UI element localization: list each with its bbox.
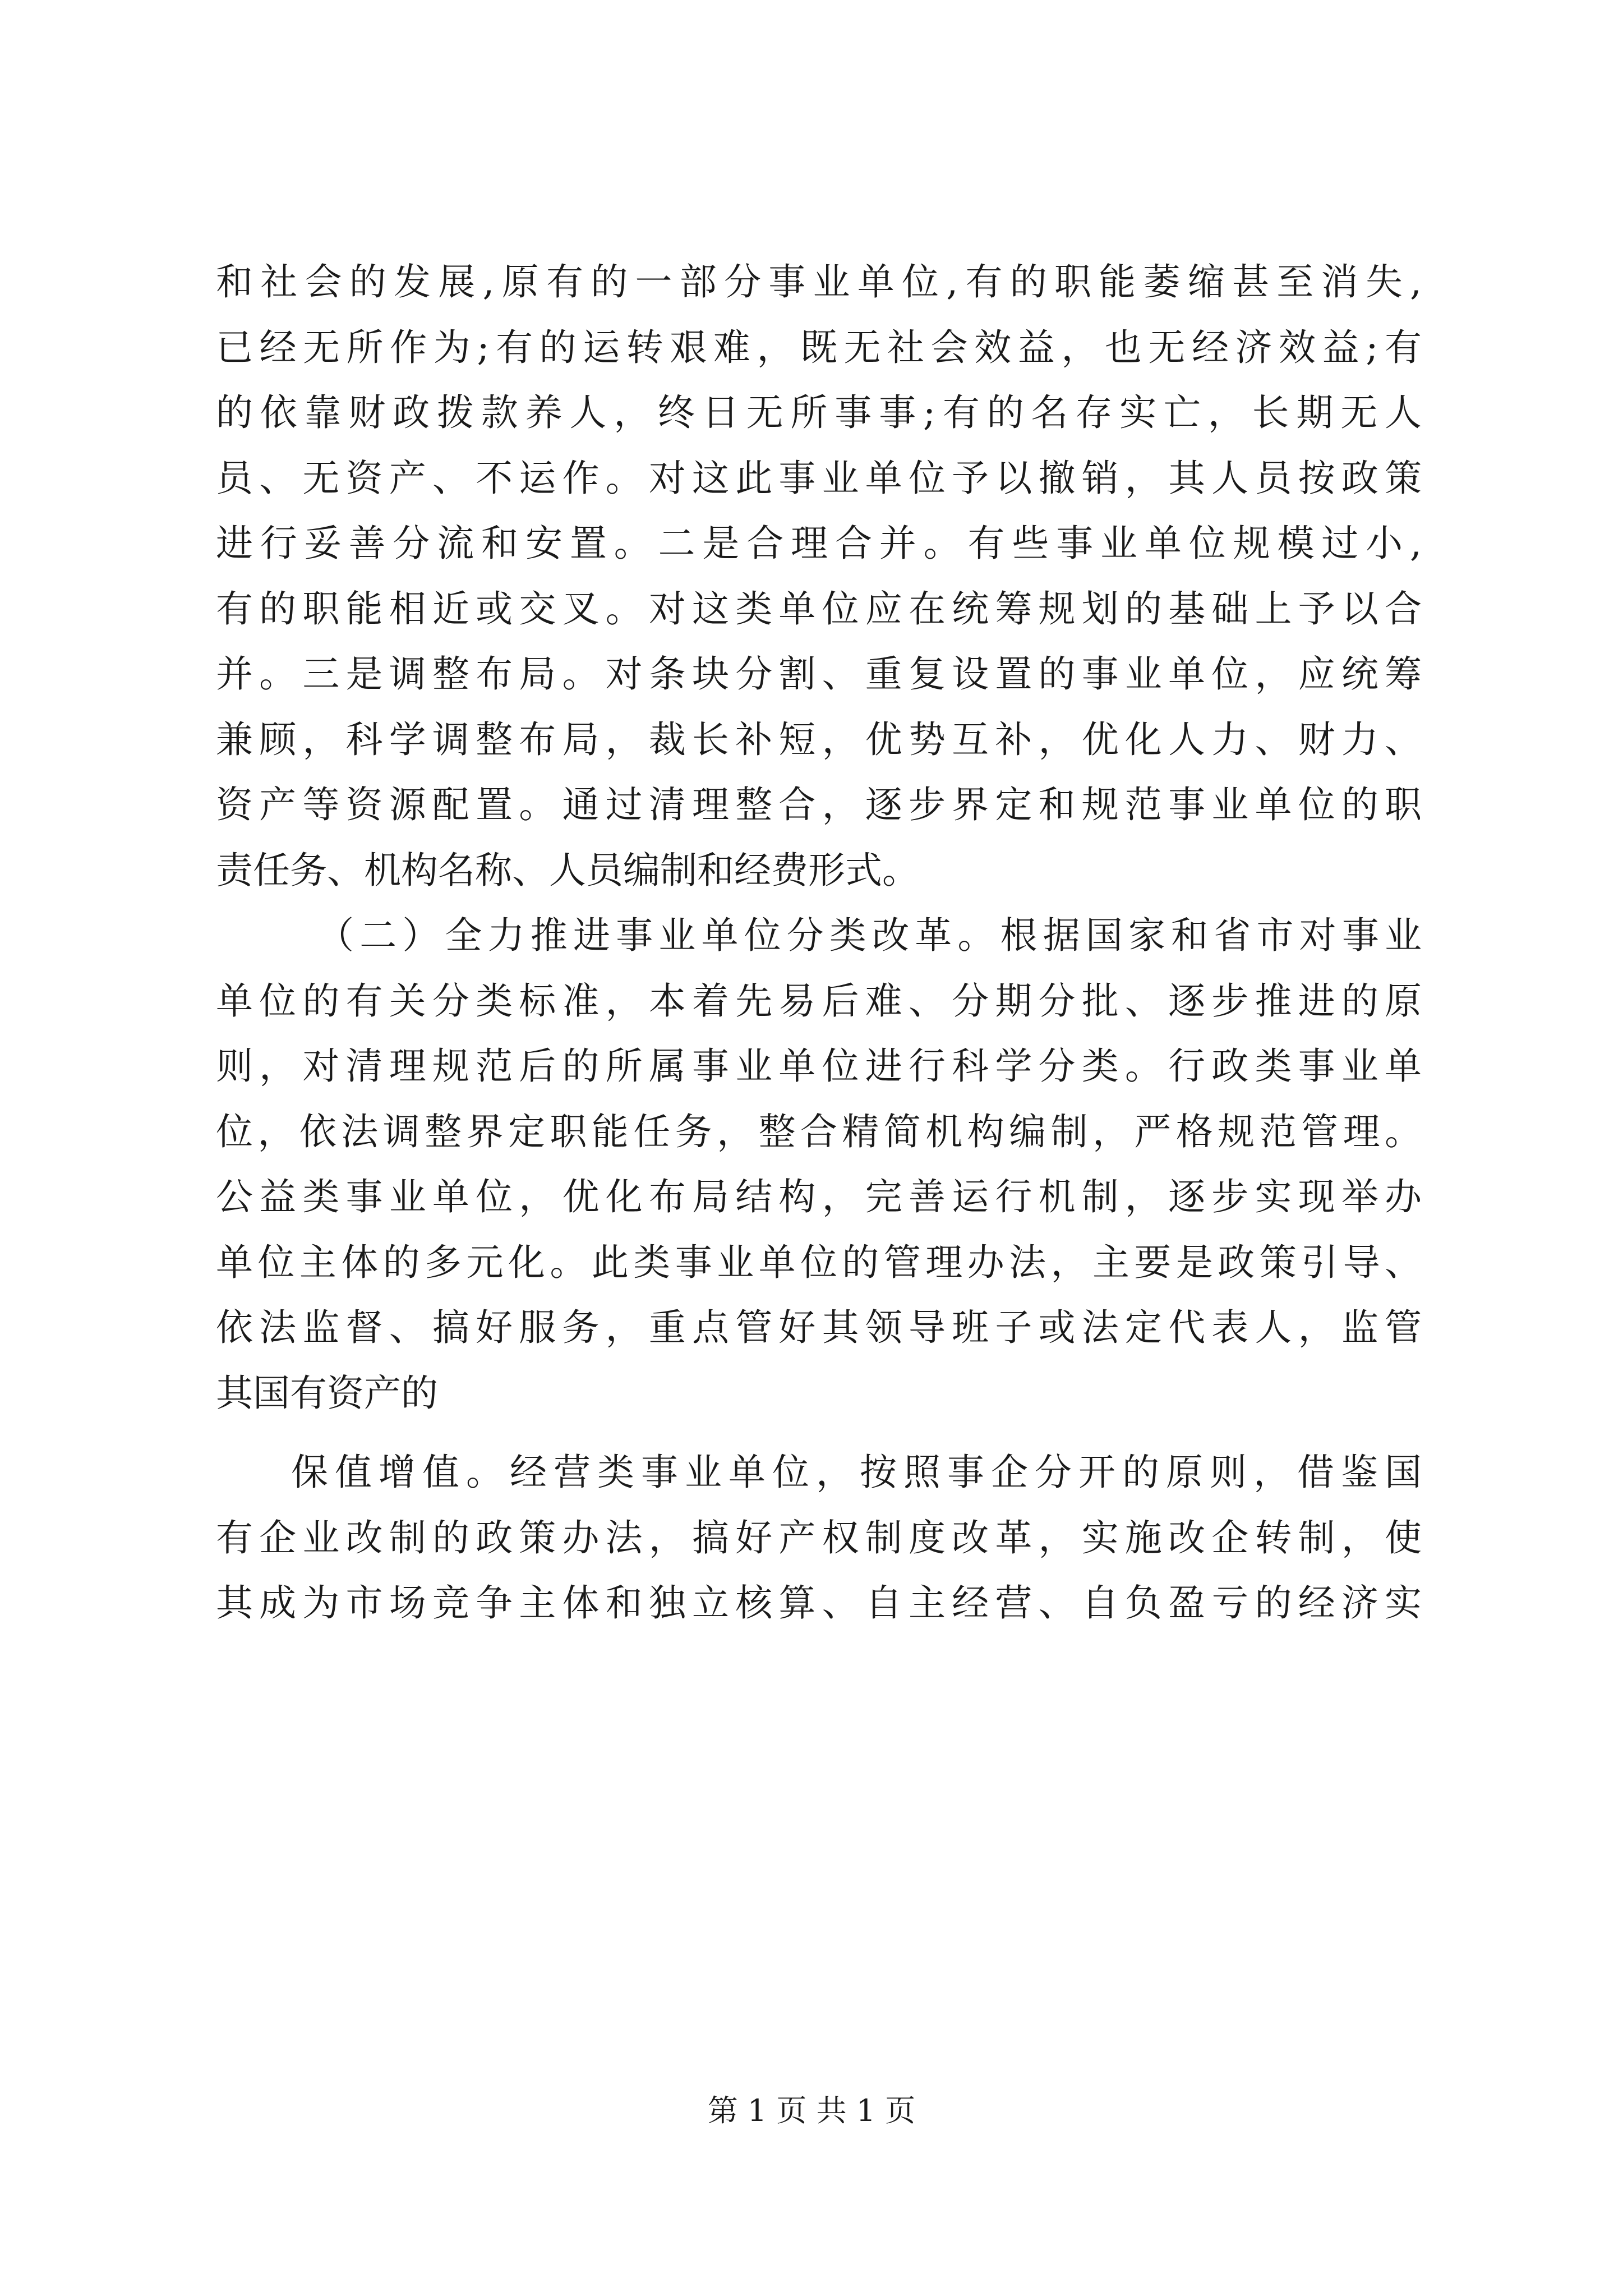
text-line: 责任务、机构名称、人员编制和经费形式。 [216,848,919,892]
text-line: 其国有资产的 [216,1371,438,1415]
text-line: 其成为市场竞争主体和独立核算、自主经营、自负盈亏的经济实 [216,1581,1422,1625]
text-line: 有企业改制的政策办法，搞好产权制度改革，实施改企转制，使 [216,1516,1422,1559]
text-line: 有的职能相近或交叉。对这类单位应在统筹规划的基础上予以合 [216,587,1422,631]
text-line: 进行妥善分流和安置。二是合理合并。有些事业单位规模过小, [216,522,1422,565]
text-line: 并。三是调整布局。对条块分割、重复设置的事业单位，应统筹 [216,652,1422,696]
text-line: 兼顾，科学调整布局，裁长补短，优势互补，优化人力、财力、 [216,717,1422,761]
text-line: 单位的有关分类标准，本着先易后难、分期分批、逐步推进的原 [216,979,1422,1023]
text-line: 已经无所作为;有的运转艰难，既无社会效益，也无经济效益;有 [216,325,1422,369]
text-line: 的依靠财政拨款养人，终日无所事事;有的名存实亡，长期无人 [216,391,1422,434]
text-line: 公益类事业单位，优化布局结构，完善运行机制，逐步实现举办 [216,1175,1422,1218]
text-line: 位，依法调整界定职能任务，整合精简机构编制，严格规范管理。 [216,1110,1422,1153]
text-line: 资产等资源配置。通过清理整合，逐步界定和规范事业单位的职 [216,783,1422,826]
text-line: 单位主体的多元化。此类事业单位的管理办法，主要是政策引导、 [216,1240,1422,1284]
text-line: 和社会的发展,原有的一部分事业单位,有的职能萎缩甚至消失, [216,260,1422,303]
text-line: 保值增值。经营类事业单位，按照事企分开的原则，借鉴国 [291,1451,1422,1494]
text-line: 依法监督、搞好服务，重点管好其领导班子或法定代表人，监管 [216,1306,1422,1349]
text-line: 员、无资产、不运作。对这此事业单位予以撤销，其人员按政策 [216,456,1422,500]
page-number-footer: 第 1 页 共 1 页 [707,2093,916,2128]
text-line: 则，对清理规范后的所属事业单位进行科学分类。行政类事业单 [216,1045,1422,1088]
document-body [216,250,1422,1636]
section-heading-line: （二）全力推进事业单位分类改革。根据国家和省市对事业 [317,914,1422,957]
